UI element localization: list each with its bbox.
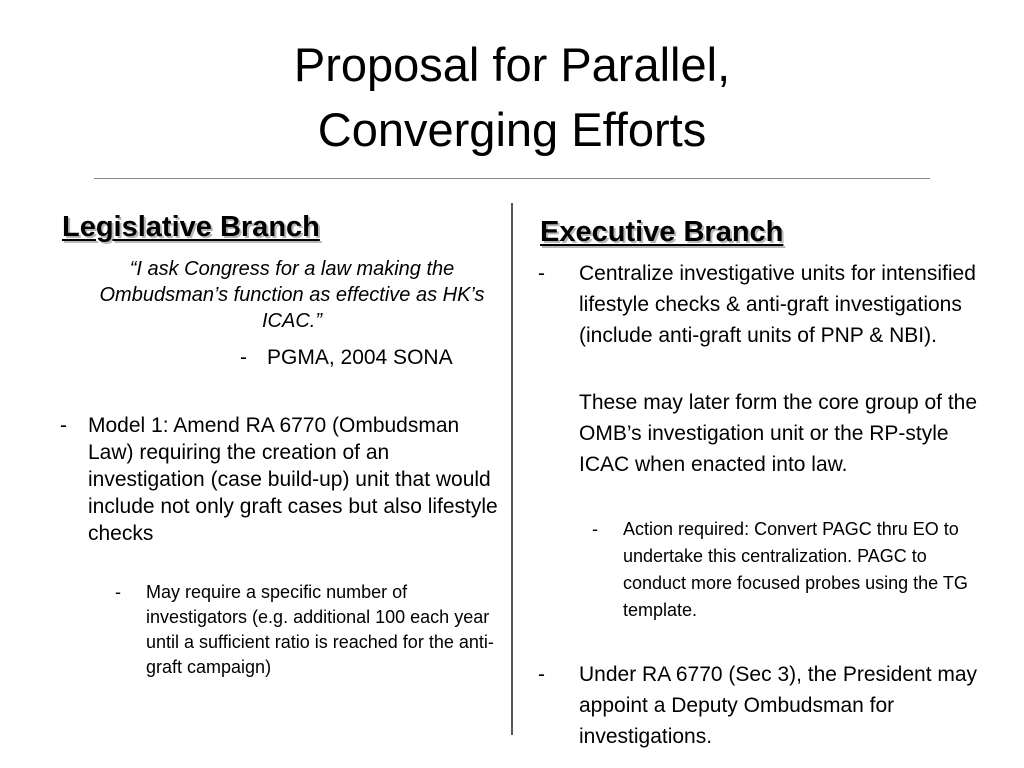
list-item-text: Centralize investigative units for intensified lifestyle checks & anti-graft investigations (include anti-graft units of PNP & NBI). <box>579 262 976 347</box>
slide-title-line-2: Converging Efforts <box>317 103 707 156</box>
sona-quote: “I ask Congress for a law making the Ombudsman’s function as effective as HK’s ICAC.” <box>99 258 485 332</box>
list-item-text: Under RA 6770 (Sec 3), the President may appoint a Deputy Ombudsman for investigations. <box>579 663 978 748</box>
bullet-dash: - <box>538 663 545 686</box>
list-item <box>60 412 500 547</box>
slide-title-line-1: Proposal for Parallel, <box>293 38 731 91</box>
sub-list-item <box>592 516 972 624</box>
list-item <box>538 258 988 351</box>
quote-attribution <box>240 344 500 371</box>
sub-bullet-dash: - <box>592 519 598 539</box>
attribution-text: PGMA, 2004 SONA <box>267 346 453 369</box>
continuation-paragraph: These may later form the core group of the OMB’s investigation unit or the RP-style ICAC when enacted into law. <box>579 391 978 476</box>
legislative-branch-heading: Legislative Branch <box>62 211 320 243</box>
sub-list-item-text: May require a specific number of investigators (e.g. additional 100 each year until a sufficient ratio is reached for the anti-graft campaign) <box>146 582 494 677</box>
sub-list-item <box>115 580 495 680</box>
bullet-dash: - <box>60 414 67 437</box>
title-divider <box>94 178 930 179</box>
bullet-dash: - <box>538 262 545 285</box>
list-item-text: Model 1: Amend RA 6770 (Ombudsman Law) requiring the creation of an investigation (case build-up) unit that would include not only graft cases but also lifestyle checks <box>88 414 498 545</box>
list-item <box>538 659 988 752</box>
sub-list-item-text: Action required: Convert PAGC thru EO to undertake this centralization. PAGC to conduct more focused probes using the TG template. <box>623 519 968 620</box>
executive-branch-heading: Executive Branch <box>540 216 784 248</box>
column-divider <box>511 203 513 735</box>
attribution-dash: - <box>240 346 247 369</box>
sub-bullet-dash: - <box>115 582 121 602</box>
